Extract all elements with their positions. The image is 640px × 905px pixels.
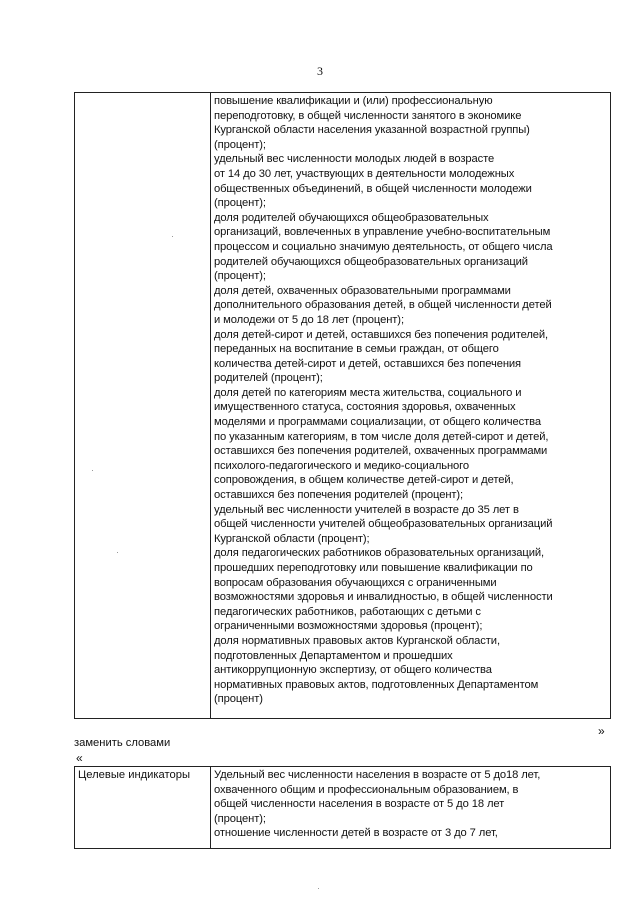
table-row [75,93,611,719]
table-text-cell [211,767,611,849]
text-line: отношение численности детей в возрасте от 3 до 7 лет, [214,827,498,840]
text-line: имущественного статуса, состояния здоровья, охваченных [214,401,516,414]
text-line: родителей обучающихся общеобразовательных организаций [214,255,528,268]
text-line: прошедших переподготовку или повышение квалификации по [214,562,533,574]
text-line: Курганской области населения указанной возрастной группы) [214,124,530,137]
text-line: психолого-педагогического и медико-социального [214,459,470,472]
text-line: общественных объединений, в общей численности молодежи [214,182,532,195]
text-line: доля педагогических работников образовательных организаций, [214,547,545,560]
text-line: переподготовку, в общей численности занятого в экономике [214,109,522,122]
text-line: организаций, вовлеченных в управление учебно-воспитательным [214,226,551,239]
text-line: Удельный вес численности населения в возрасте от 5 до18 лет, [214,769,541,781]
text-line: доля детей-сирот и детей, оставшихся без попечения родителей, [214,328,549,341]
text-line: нормативных правовых актов, подготовленных Департаментом [214,678,539,691]
text-line: моделями и программами социализации, от общего количества [214,416,541,429]
text-line: общей численности населения в возрасте от 5 до 18 лет [214,798,505,811]
text-line: возможностями здоровья и инвалидностью, в общей численности [214,591,553,604]
page-number: 3 [317,64,323,78]
text-line: оставшихся без попечения родителей, охваченных программами [214,445,548,458]
text-line: повышение квалификации и (или) профессиональную [214,95,493,107]
text-line: дополнительного образования детей, в общей численности детей [214,299,552,312]
text-line: (процент); [214,270,266,283]
indicator-text-block [214,768,608,841]
text-line: подготовленных Департаментом и прошедших [214,649,453,662]
text-line: (процент) [214,693,263,706]
text-line: общей численности учителей общеобразовательных организаций [214,518,553,531]
indicators-table-old [74,92,611,719]
text-line: количества детей-сирот и детей, оставшихся без попечения [214,357,522,370]
scan-speck [172,236,173,237]
text-line: оставшихся без попечения родителей (процент); [214,489,464,502]
text-line: переданных на воспитание в семьи граждан, от общего [214,343,499,356]
text-line: ограниченными возможностями здоровья (процент); [214,620,483,633]
text-line: педагогических работников, работающих с детьми с [214,605,481,618]
table-text-cell [211,93,611,719]
text-line: родителей (процент); [214,372,323,385]
closing-quote: » [598,724,605,738]
text-line: доля нормативных правовых актов Курганской области, [214,634,500,647]
table-label-cell [75,93,211,719]
text-line: доля детей, охваченных образовательными программами [214,284,511,297]
scan-speck [117,552,118,553]
text-line: антикоррупционную экспертизу, от общего количества [214,664,492,677]
table-row [75,767,611,849]
text-line: (процент); [214,138,266,151]
text-line: (процент); [214,812,266,825]
text-line: процессом и социально значимую деятельность, от общего числа [214,240,553,253]
text-line: охваченного общим и профессиональным образованием, в [214,783,519,796]
opening-quote: « [76,751,83,765]
text-line: и молодежи от 5 до 18 лет (процент); [214,313,404,326]
text-line: Курганской области (процент); [214,532,370,545]
indicators-table-new [74,766,611,849]
text-line: от 14 до 30 лет, участвующих в деятельности молодежных [214,167,515,180]
scan-speck [318,888,319,889]
text-line: (процент); [214,197,266,210]
indicator-text-block [214,94,608,707]
text-line: удельный вес численности молодых людей в возрасте [214,153,495,166]
text-line: вопросам образования обучающихся с ограниченными [214,576,497,589]
text-line: доля родителей обучающихся общеобразовательных [214,211,489,224]
scan-speck [92,470,93,471]
text-line: удельный вес численности учителей в возрасте до 35 лет в [214,503,519,516]
target-indicators-label: Целевые индикаторы [75,767,211,849]
text-line: сопровождения, в общем количестве детей-сирот и детей, [214,474,514,487]
replace-label: заменить словами [74,737,171,749]
text-line: по указанным категориям, в том числе доля детей-сирот и детей, [214,430,549,443]
text-line: доля детей по категориям места жительства, социального и [214,386,522,399]
